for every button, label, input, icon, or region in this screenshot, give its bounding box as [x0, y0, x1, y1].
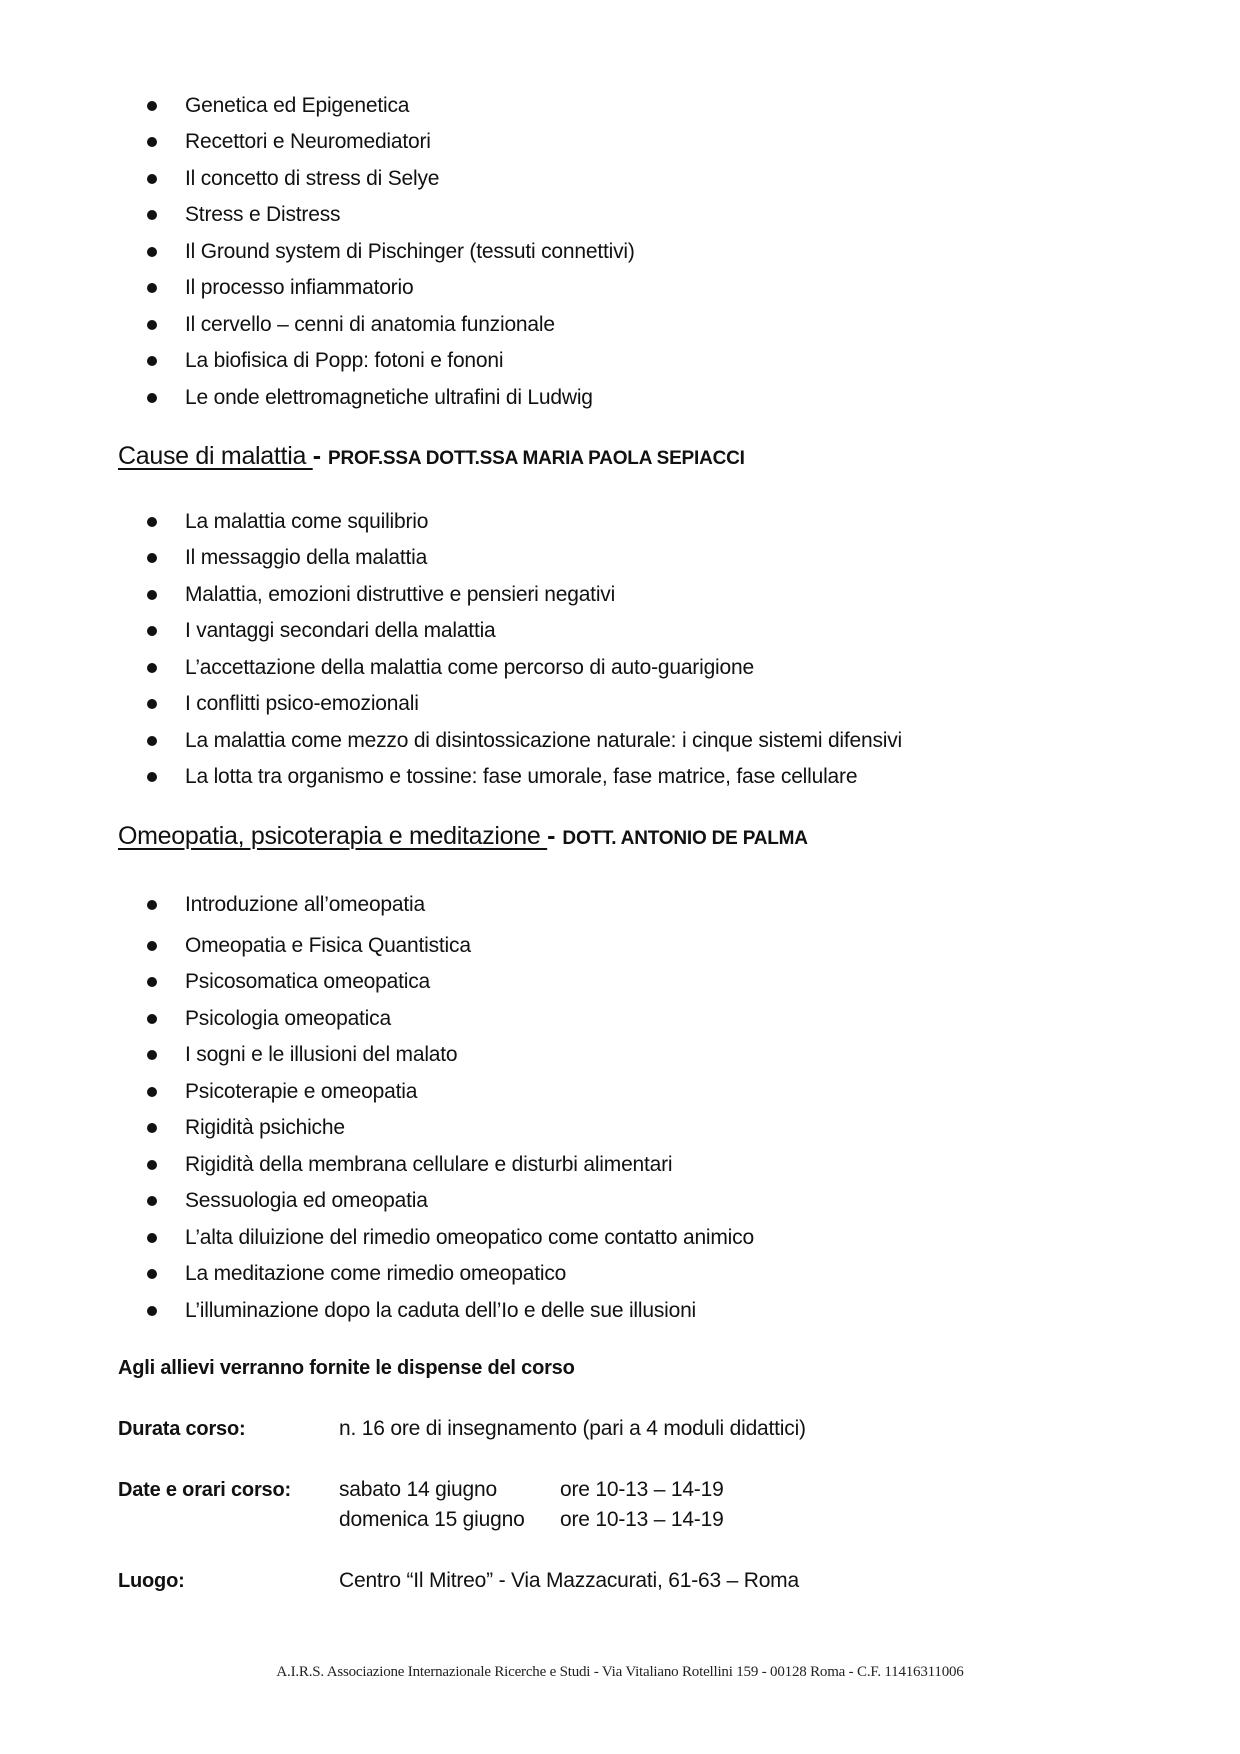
bullet-icon [147, 247, 157, 257]
section-heading-omeopatia [118, 822, 808, 851]
bullet-icon [147, 1160, 157, 1170]
duration-label: Durata corso: [118, 1418, 246, 1440]
section-title: Cause di malattia [118, 442, 313, 470]
bullet-icon [147, 977, 157, 987]
bullet-icon [147, 663, 157, 673]
bullet-icon [147, 736, 157, 746]
bullet-icon [147, 356, 157, 366]
bullet-icon [147, 553, 157, 563]
bullet-icon [147, 320, 157, 330]
bullet-icon [147, 1123, 157, 1133]
page-footer: A.I.R.S. Associazione Internazionale Ricerche e Studi - Via Vitaliano Rotellini 159 - 00128 Roma - C.F. 11416311006 [276, 1664, 964, 1680]
bullet-icon [147, 900, 157, 910]
section-author: DOTT. ANTONIO DE PALMA [562, 828, 808, 849]
bullet-icon [147, 626, 157, 636]
bullet-icon [147, 210, 157, 220]
bullet-icon [147, 1269, 157, 1279]
bullet-icon [147, 174, 157, 184]
schedule-day-1: sabato 14 giugno [339, 1478, 497, 1501]
bullet-icon [147, 1050, 157, 1060]
section-separator: - [547, 822, 563, 850]
schedule-day-2: domenica 15 giugno [339, 1508, 525, 1531]
bullet-icon [147, 772, 157, 782]
bullet-icon [147, 101, 157, 111]
section-author: PROF.SSA DOTT.SSA MARIA PAOLA SEPIACCI [327, 448, 745, 469]
bullet-icon [147, 941, 157, 951]
bullet-icon [147, 1014, 157, 1024]
bullet-icon [147, 137, 157, 147]
bullet-icon [147, 590, 157, 600]
duration-value: n. 16 ore di insegnamento (pari a 4 moduli didattici) [339, 1417, 806, 1440]
schedule-label: Date e orari corso: [118, 1479, 291, 1501]
bullet-icon [147, 1233, 157, 1243]
bullet-icon [147, 393, 157, 403]
location-label: Luogo: [118, 1570, 185, 1592]
bullet-icon [147, 1306, 157, 1316]
materials-note: Agli allievi verranno fornite le dispense del corso [118, 1357, 575, 1379]
section-heading-cause [118, 442, 745, 471]
bullet-icon [147, 517, 157, 527]
section-separator: - [312, 442, 328, 470]
bullet-icon [147, 1087, 157, 1097]
bullet-icon [147, 1196, 157, 1206]
bullet-icon [147, 699, 157, 709]
document-page: Genetica ed Epigenetica Recettori e Neuromediatori Il concetto di stress di Selye Stress e Distress Il Ground system di Pischinger (tessuti connettivi) Il processo infiammatorio Il cervello – cenni di anatomia funzionale La biofisica di Popp: fotoni e fononi Le onde elettromagnetiche ultrafini di Ludwig Cause di malattia - PROF.SSA DOTT.SSA MARIA PAOLA SEPIACCI La malattia come squilibrio Il messaggio della malattia Malattia, emozioni distruttive e pensieri negativi I vantaggi secondari della malattia L’accettazione della malattia come percorso di auto-guarigione I conflitti psico-emozionali La malattia come mezzo di disintossicazione naturale: i cinque sistemi difensivi La lotta tra organismo e tossine: fase umorale, fase matrice, fase cellulare Omeopatia, psicoterapia e meditazione - DOTT. ANTONIO DE PALMA Introduzione all’omeopatia Omeopatia e Fisica Quantistica Psicosomatica omeopatica Psicologia omeopatica I sogni e le illusioni del malato Psicoterapie e omeopatia Rigidità psichiche Rigidità della membrana cellulare e disturbi alimentari Sessuologia ed omeopatia L’alta diluizione del rimedio omeopatico come contatto animico La meditazione come rimedio omeopatico L’illuminazione dopo la caduta dell’Io e delle sue illusioni Agli allievi verranno fornite le dispense del corso Durata corso: n. 16 ore di insegnamento (pari a 4 moduli didattici) Date e orari corso: sabato 14 giugno ore 10-13 – 14-19 domenica 15 giugno ore 10-13 – 14-19 Luogo: Centro “Il Mitreo” - Via Mazzacurati, 61-63 – Roma A.I.R.S. Associazione Internazionale Ricerche e Studi - Via Vitaliano Rotellini 159 - 00128 Roma - C.F. 11416311006 [0, 0, 1240, 1754]
section-title: Omeopatia, psicoterapia e meditazione [118, 822, 548, 850]
location-value: Centro “Il Mitreo” - Via Mazzacurati, 61-63 – Roma [339, 1569, 799, 1592]
schedule-time-2: ore 10-13 – 14-19 [560, 1508, 724, 1531]
schedule-time-1: ore 10-13 – 14-19 [560, 1478, 724, 1501]
bullet-icon [147, 283, 157, 293]
